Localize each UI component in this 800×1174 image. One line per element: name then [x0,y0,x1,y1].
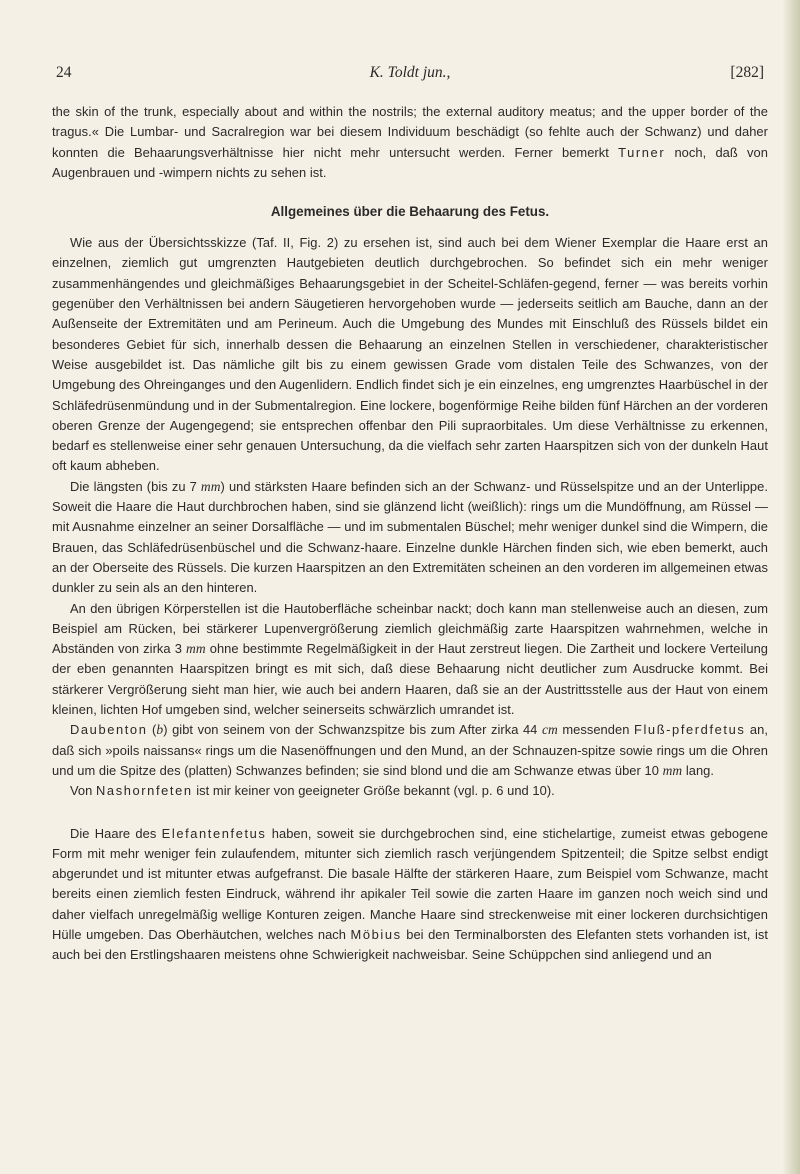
author-turner: Turner [618,144,666,160]
section-heading: Allgemeines über die Behaarung des Fetus. [270,204,550,220]
paragraph-3: An den übrigen Körperstellen ist die Hautoberfläche scheinbar nackt; doch kann man stellenweise auch an diesen, zum Beispiel am Rücken, bei stärkerer Lupenvergrößerung ziemlich gleichmäßig zarte Haarspitzen wahrnehmen, welche in Abständen von zirka 3 mm ohne bestimmte Regelmäßigkeit in der Haut zerstreut liegen. Die Zartheit und lockere Verteilung der eben genannten Haarspitzen bringt es mit sich, daß diese Behaarung nicht deutlicher zum Ausdrucke kommt. Bei stärkerer Vergrößerung sieht man hier, wie auch bei andern Haaren, daß sie an der Austrittsstelle aus der Haut von einem kleinen, lichten Hof umgeben sind, welcher seinerseits schwärzlich umrandet ist. [52,600,769,718]
author-daubenton: Daubenton [70,722,148,738]
page-number: 24 [56,64,72,81]
paragraph-1: Wie aus der Übersichtsskizze (Taf. II, Fig. 2) zu ersehen ist, sind auch bei dem Wiener Exemplar die Haare erst an einzelnen, ziemlich gut umgrenzten Hautgebieten deutlich durchgebrochen. So befindet sich ein mehr weniger zusammenhängendes und gleichmäßiges Behaarungsgebiet in der Scheitel-Schläfen-gegend, ferner — was bereits vorhin gegenüber den Verhältnissen bei andern Säugetieren hervorgehoben wurde — jederseits seitlich am Bauche, dann an der Außenseite der Extremitäten und am Perineum. Auch die Umgebung des Mundes mit Einschluß des Rüssels bildet ein besonderes Gebiet für sich, innerhalb dessen die Behaarung an einzelnen Stellen in verschiedener, charakteristischer Weise ausgebildet ist. Das nämliche gilt bis zu einem gewissen Grade vom distalen Teile des Schwanzes, von der Umgebung des Ohreinganges und den Augenlidern. Endlich findet sich je ein einzelnes, eng umgrenztes Haarbüschel in der Schläfedrüsenmündung und in der Submentalregion. Eine lockere, bogenförmige Reihe bilden fünf Härchen an der vorderen oberen Grenze der Augengegend; sie entsprechen offenbar den Pili supraorbitales. Um diese Verhältnisse zu erkennen, bedarf es stellenweise einer sehr genauen Untersuchung, da die vielfach sehr zarten Haarspitzen sich von der dunkeln Haut oft kaum abheben. [52,235,768,474]
paragraph-2: Die längsten (bis zu 7 mm) und stärksten Haare befinden sich an der Schwanz- und Rüsselspitze und an der Unterlippe. Soweit die Haare die Haut durchbrochen haben, sind sie glänzend licht (weißlich): rings um die Mundöffnung, am Rüssel — mit Ausnahme einzelner an seiner Dorsalfläche — und im submentalen Büschel; mehr weniger dunkel sind die Wimpern, die Brauen, das Schläfedrüsenbüschel und die Schwanz-haare. Einzelne dunkle Härchen finden sich, wie eben bemerkt, auch an der Oberseite des Rüssels. Die kurzen Haarspitzen an den Extremitäten scheinen an den vorderen im allgemeinen etwas dunkler zu sein als an den hinteren. [52,478,768,596]
paragraph-6: Die Haare des Elefantenfetus haben, soweit sie durchgebrochen sind, eine stichelartige, zumeist etwas gebogene Form mit mehr weniger fein zulaufendem, mitunter sich ziemlich rasch verjüngendem Spitzenteil; die Spitze selbst endigt abgerundet und ist mitunter etwas aufgefranst. Die basale Hälfte der stärkeren Haare, zum Beispiel vom Schwanze, macht bereits einen ziemlich festen Eindruck, während ihr apikaler Teil sowie die zarten Haare im ganzen noch weich sind und daher vielfach unregelmäßig wellige Konturen zeigen. Manche Haare sind streckenweise mit einer lockeren durchsichtigen Hülle umgeben. Das Oberhäutchen, welches nach Möbius bei den Terminalborsten des Elefanten stets vorhanden ist, ist auch bei den Erstlingshaaren meistens ohne Schwierigkeit nachweisbar. Seine Schüppchen sind anliegend und an [52,825,768,963]
paragraph-gap [52,802,768,824]
page-edge-shadow [782,0,800,1174]
paragraph-5: Von Nashornfeten ist mir keiner von geeigneter Größe bekannt (vgl. p. 6 und 10). [70,783,555,799]
author-moebius: Möbius [350,926,402,942]
running-author: K. Toldt jun., [369,64,451,81]
intro-paragraph: the skin of the trunk, especially about and within the nostrils; the external auditory meatus; and the upper border of the tragus.« Die Lumbar- und Sacralregion war bei diesem Individuum beschädigt (so fehlte auch der Schwanz) und daher konnten die Behaarungsverhältnisse hier nicht mehr untersucht werden. Ferner bemerkt Turner noch, daß von Augenbrauen und -wimpern nichts zu sehen ist. [52,104,768,180]
bracket-page-number: [282] [730,64,764,81]
running-header [52,64,768,88]
document-page [52,64,768,966]
paragraph-4: Daubenton (b) gibt von seinem von der Schwanzspitze bis zum After zirka 44 cm messenden Fluß-pferdfetus an, daß sich »poils naissans« rings um die Nasenöffnungen und den Mund, an der Schnauzen-spitze sowie rings um die Ohren und um die Spitze des (platten) Schwanzes befinden; sie sind blond und die am Schwanze etwas über 10 mm lang. [52,722,769,778]
